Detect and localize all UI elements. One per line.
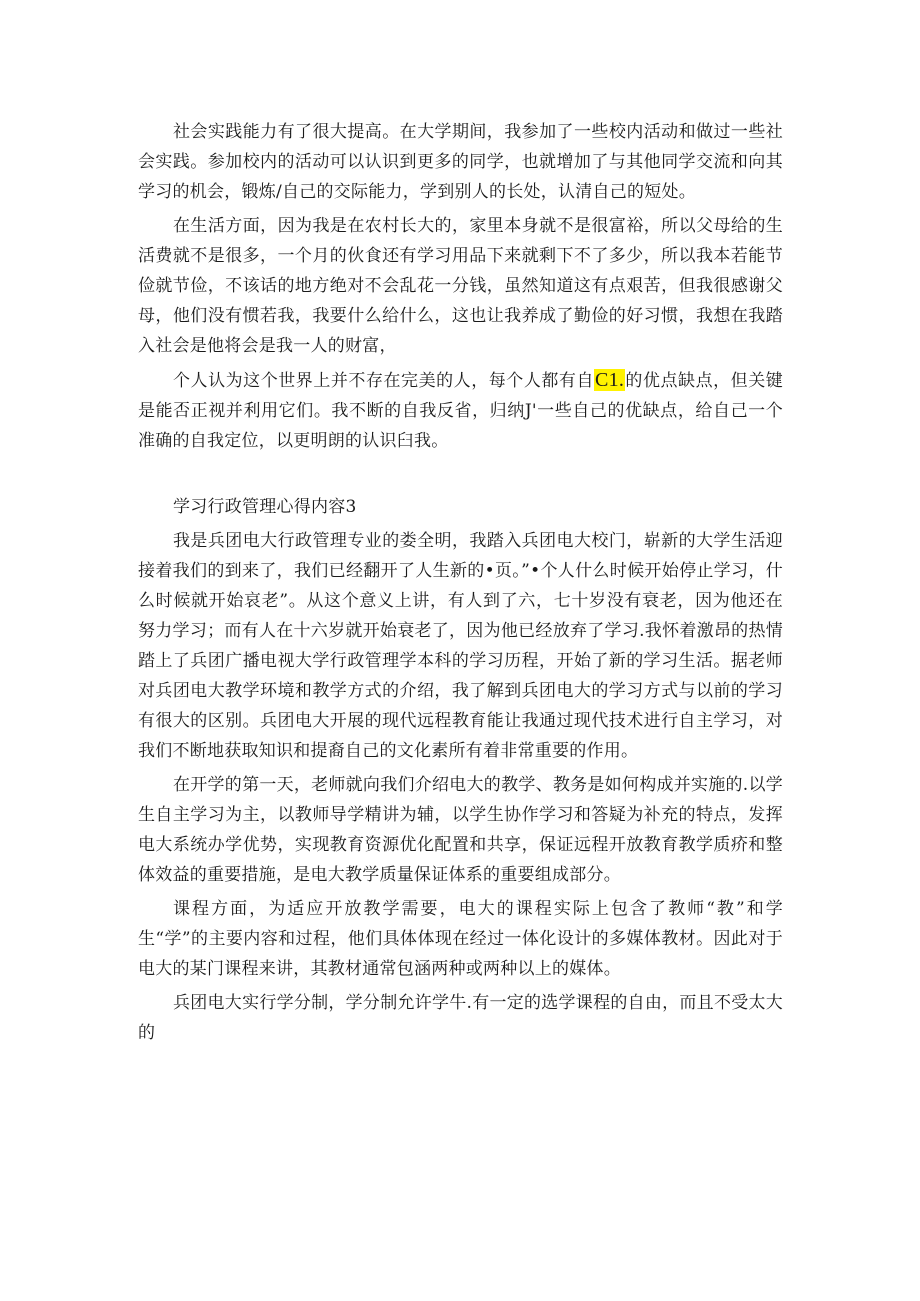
highlighted-text: C1. xyxy=(595,369,625,391)
paragraph-credit-system: 兵团电大实行学分制，学分制允许学牛.有一定的选学课程的自由，而且不受太大的 xyxy=(138,993,783,1043)
paragraph-introduction: 我是兵团电大行政管理专业的娄全明，我踏入兵团电大校门，崭新的大学生活迎接着我们的到来了，我们已经翻开了人生新的•页。”•个人什么时候开始停止学习，什么时候就开始哀老”。从这个意义上讲，有人到了六，七十岁没有衰老，因为他还在努力学习；而有人在十六岁就开始衰老了，因为他已经放弃了学习.我怀着激昂的热情踏上了兵团广播电视大学行政管理学本科的学习历程，开始了新的学习生活。据老师对兵团电大教学环境和教学方式的介绍，我了解到兵团电大的学习方式与以前的学习有很大的区别。兵团电大开展的现代远程教育能让我通过现代技术进行自主学习，对我们不断地获取知识和提裔自己的文化素所有着非常重要的作用。 xyxy=(138,531,783,761)
section-heading: 学习行政管理心得内容3 xyxy=(173,497,357,517)
paragraph-living: 在生活方面，因为我是在农村长大的，家里本身就不是很富裕，所以父母给的生活费就不是很多，一个月的伙食还有学习用品下来就剩下不了多少，所以我本若能节俭就节俭，不该话的地方绝对不会乱花一分钱，虽然知道这有点艰苦，但我很感谢父母，他们没有惯若我，我要什么给什么，这也让我养成了勤俭的好习惯，我想在我踏入社会是他将会是我一人的财富， xyxy=(138,216,783,356)
paragraph-text: 个人认为这个世界上并不存在完美的人，每个人都有自 xyxy=(173,371,595,391)
paragraph-social-practice: 社会实践能力有了很大提高。在大学期间，我参加了一些校内活动和做过一些社会实践。参加校内的活动可以认识到更多的同学，也就增加了与其他同学交流和向其学习的机会，锻炼/自己的交际能力，学到别人的长处，认清自己的短处。 xyxy=(138,122,783,202)
paragraph-first-day: 在开学的第一天，老师就向我们介绍电大的教学、教务是如何构成并实施的.以学生自主学习为主，以教师导学精讲为辅，以学生协作学习和答疑为补充的特点，发挥电大系统办学优势，实现教育资源优化配置和共享，保证远程开放教育教学质疥和整体效益的重要措施，是电大教学质量保证体系的重要组成部分。 xyxy=(138,775,783,885)
paragraph-self-evaluation xyxy=(138,365,783,456)
paragraph-text: 的优点缺点，但关键是能否正视并利用它们。我不断的自我反省，归纳J'一些自己的优缺点，给自己一个准确的自我定位，以更明朗的认识臼我。 xyxy=(138,371,784,451)
paragraph-courses: 课程方面，为适应开放教学需要，电大的课程实际上包含了教师“教”和学生“学”的主要内容和过程，他们具体体现在经过一体化设计的多媒体教材。因此对于电大的某门课程来讲，其教材通常包涵两种或两种以上的媒体。 xyxy=(138,899,783,979)
document-page xyxy=(138,117,783,1048)
